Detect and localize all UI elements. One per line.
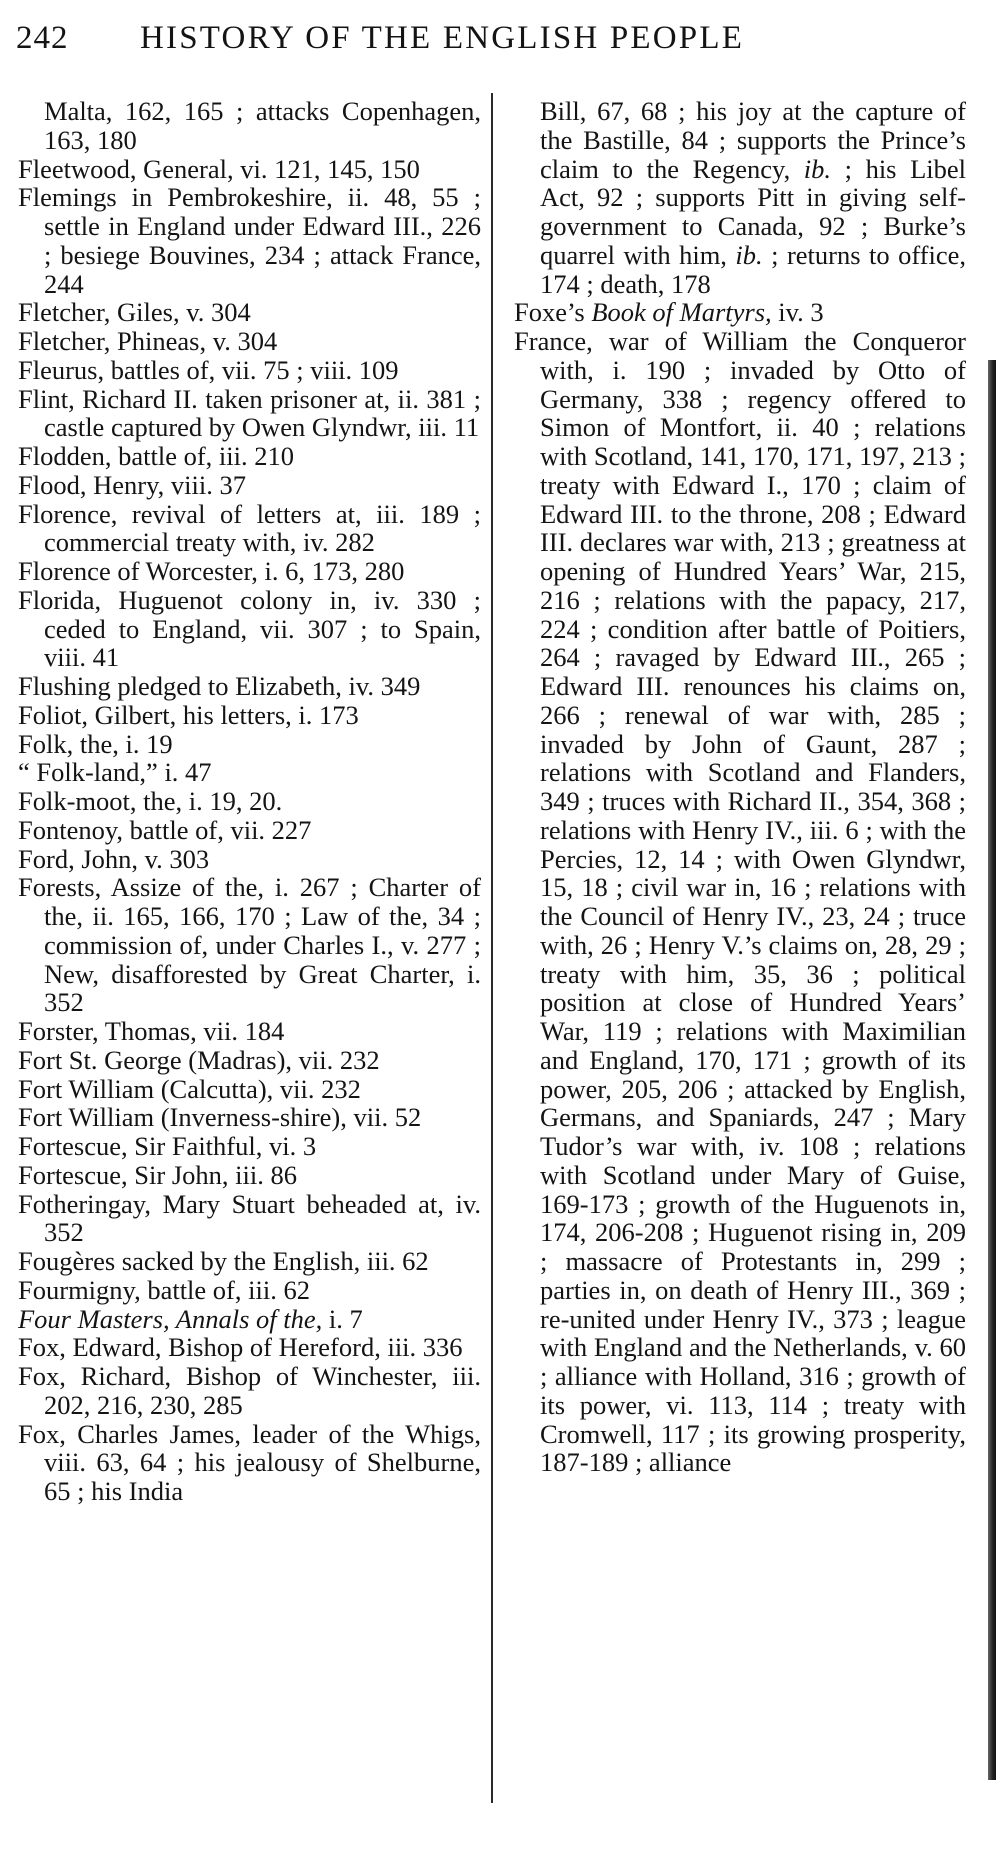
entry-text: Flodden, battle of, iii. 210: [18, 441, 295, 471]
entry-text: Fourmigny, battle of, iii. 62: [18, 1274, 310, 1305]
entry-text: Fort William (Calcutta), vii. 232: [18, 1073, 361, 1104]
entry-text: Folk-moot, the, i. 19, 20.: [18, 786, 283, 816]
index-entry-florence: [18, 500, 481, 558]
index-entry-fox-charles-cont: [514, 97, 966, 298]
entry-text: Forests, Assize of the, i. 267 ; Charter of the, ii. 165, 166, 170 ; Law of the, 34 ; commission of, under Charles I., v. 277 ; New, disafforested by Great Charter, i. 352: [18, 872, 481, 1018]
index-entry-foliot: [18, 701, 481, 730]
italic-title: Four Masters, Annals of the,: [18, 1303, 323, 1334]
index-entry-forests: [18, 873, 481, 1017]
index-entry-fox-charles: [18, 1420, 481, 1506]
index-entry-fox-richard: [18, 1362, 481, 1420]
entry-text: Flushing pledged to Elizabeth, iv. 349: [18, 671, 421, 701]
entry-text: Fougères sacked by the English, iii. 62: [18, 1246, 429, 1276]
entry-text: Fortescue, Sir Faithful, vi. 3: [18, 1131, 317, 1161]
index-entry-flint: [18, 385, 481, 443]
entry-text: ; his Libel Act, 92 ; supports Pitt in giving self-government to Canada, 92 ; Burke’s quarrel with him,: [540, 153, 967, 270]
index-entry-ford: [18, 845, 481, 874]
entry-text: Bill, 67, 68 ; his joy at the capture of the Bastille, 84 ; supports the Prince’s claim to the Regency,: [540, 96, 966, 184]
entry-text: Fleurus, battles of, vii. 75 ; viii. 109: [18, 354, 399, 385]
italic-title: ib.: [735, 239, 763, 270]
index-entry-fort-william-inverness: [18, 1103, 481, 1132]
index-entry-flodden: [18, 442, 481, 471]
entry-text: Ford, John, v. 303: [18, 843, 210, 874]
entry-text: Fleetwood, General, vi. 121, 145, 150: [18, 153, 420, 184]
index-entry-fortescue-john: [18, 1161, 481, 1190]
index-entry-fourmigny: [18, 1276, 481, 1305]
index-entry-flushing: [18, 672, 481, 701]
index-entry-folk-land: [18, 758, 481, 787]
entry-text: Folk, the, i. 19: [18, 728, 173, 759]
index-column-right: [514, 97, 966, 1477]
running-title: HISTORY OF THE ENGLISH PEOPLE: [140, 20, 745, 56]
index-entry-fort-william-calcutta: [18, 1075, 481, 1104]
index-entry-fontenoy: [18, 816, 481, 845]
entry-text: Flint, Richard II. taken prisoner at, ii. 381 ; castle captured by Owen Glyndwr, iii. 11: [18, 383, 481, 443]
entry-text: Flemings in Pembrokeshire, ii. 48, 55 ; settle in England under Edward III., 226 ; besiege Bouvines, 234 ; attack France, 244: [18, 182, 481, 299]
index-entry-foxes-book: [514, 298, 966, 327]
entry-text: Fotheringay, Mary Stuart beheaded at, iv. 352: [18, 1188, 481, 1248]
index-entry-folk: [18, 730, 481, 759]
index-entry-fort-st-george: [18, 1046, 481, 1075]
italic-title: ib.: [803, 153, 832, 184]
page-edge-shadow: [988, 360, 996, 1780]
index-entry-fotheringay: [18, 1190, 481, 1248]
entry-text: Fletcher, Phineas, v. 304: [18, 326, 278, 356]
entry-text: Foxe’s: [514, 297, 592, 328]
entry-text: France, war of William the Conqueror with, i. 190 ; invaded by Otto of Germany, 338 ; regency offered to Simon of Montfort, ii. 40 ; relations with Scotland, 141, 170, 171, 197, 213 ; treaty with Edward I., 170 ; claim of Edward III. to the throne, 208 ; Edward III. declares war with, 213 ; greatness at opening of Hundred Years’ War, 215, 216 ; relations with the papacy, 217, 224 ; condition after battle of Poitiers, 264 ; ravaged by Edward III., 265 ; Edward III. renounces his claims on, 266 ; renewal of war with, 285 ; invaded by John of Gaunt, 287 ; relations with Scotland and Flanders, 349 ; truces with Richard II., 354, 368 ; relations with Henry IV., iii. 6 ; with the Percies, 12, 14 ; with Owen Glyndwr, 15, 18 ; civil war in, 16 ; relations with the Council of Henry IV., 23, 24 ; truce with, 26 ; Henry V.’s claims on, 28, 29 ; treaty with him, 35, 36 ; political position at close of Hundred Years’ War, 119 ; relations with Maximilian and England, 170, 171 ; growth of its power, 205, 206 ; attacked by English, Germans, and Spaniards, 247 ; Mary Tudor’s war with, iv. 108 ; relations with Scotland under Mary of Guise, 169-173 ; growth of the Huguenots in, 174, 206-208 ; Huguenot rising in, 209 ; massacre of Protestants in, 299 ; parties in, on death of Henry III., 369 ; re-united under Henry IV., 373 ; league with England and the Netherlands, v. 60 ; alliance with Holland, 316 ; growth of its power, vi. 113, 114 ; treaty with Cromwell, 117 ; its growing prosperity, 187-189 ; alliance: [514, 326, 966, 1478]
index-entry-folk-moot: [18, 787, 481, 816]
index-entry-fortescue-faithful: [18, 1132, 481, 1161]
column-divider: [491, 93, 493, 1803]
entry-text: Foliot, Gilbert, his letters, i. 173: [18, 699, 359, 730]
index-entry-four-masters: [18, 1305, 481, 1334]
index-entry-flemings: [18, 183, 481, 298]
entry-text: Florida, Huguenot colony in, iv. 330 ; ceded to England, vii. 307 ; to Spain, viii. 41: [18, 584, 481, 673]
entry-text: Florence, revival of letters at, iii. 189 ; commercial treaty with, iv. 282: [18, 498, 481, 558]
entry-text: Fox, Charles James, leader of the Whigs, viii. 63, 64 ; his jealousy of Shelburne, 65 ; his India: [18, 1418, 481, 1506]
page-header: [16, 14, 946, 72]
entry-text: Florence of Worcester, i. 6, 173, 280: [18, 556, 405, 586]
entry-text: ; returns to office, 174 ; death, 178: [540, 239, 967, 299]
index-entry-fleurus: [18, 356, 481, 385]
index-entry-florence-worcester: [18, 557, 481, 586]
italic-title: Book of Martyrs,: [591, 297, 772, 328]
entry-text: Fort William (Inverness-shire), vii. 52: [18, 1102, 422, 1133]
entry-text: Fletcher, Giles, v. 304: [18, 297, 251, 328]
index-column-left: [18, 97, 481, 1506]
entry-text: Fox, Richard, Bishop of Winchester, iii. 202, 216, 230, 285: [18, 1361, 481, 1420]
index-entry-fletcher-giles: [18, 298, 481, 327]
entry-text: Fortescue, Sir John, iii. 86: [18, 1159, 297, 1190]
entry-text: iv. 3: [771, 297, 824, 328]
page-number: 242: [16, 20, 69, 56]
entry-text: Malta, 162, 165 ; attacks Copenhagen, 163, 180: [44, 96, 481, 155]
entry-text: “ Folk-land,” i. 47: [18, 757, 212, 788]
index-entry-fox-edward: [18, 1333, 481, 1362]
index-entry-flood: [18, 471, 481, 500]
entry-text: Fox, Edward, Bishop of Hereford, iii. 336: [18, 1332, 463, 1363]
index-entry-fleetwood: [18, 155, 481, 184]
entry-text: Forster, Thomas, vii. 184: [18, 1016, 285, 1046]
index-entry-forster: [18, 1017, 481, 1046]
entry-text: Flood, Henry, viii. 37: [18, 469, 246, 500]
index-entry-fletcher-phineas: [18, 327, 481, 356]
index-entry-fougeres: [18, 1247, 481, 1276]
index-entry-malta: [18, 97, 481, 155]
index-entry-florida: [18, 586, 481, 672]
index-entry-france: [514, 327, 966, 1477]
entry-text: Fontenoy, battle of, vii. 227: [18, 814, 312, 845]
entry-text: i. 7: [322, 1303, 363, 1334]
entry-text: Fort St. George (Madras), vii. 232: [18, 1044, 380, 1075]
